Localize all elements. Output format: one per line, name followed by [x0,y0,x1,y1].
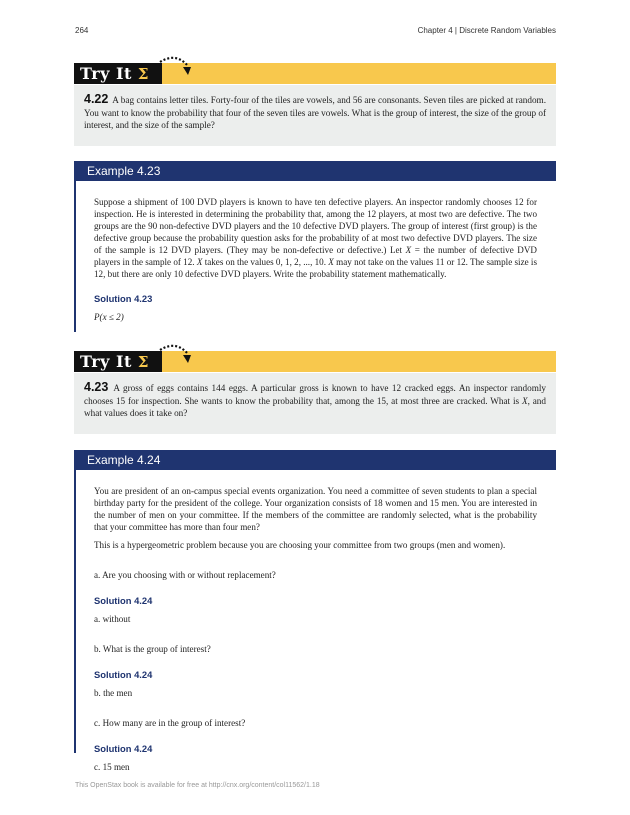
part-question: a. Are you choosing with or without replacement? [94,570,276,580]
tryit-label [74,351,162,372]
exercise-number: 4.22 [84,92,109,106]
solution-title: Solution 4.23 [94,293,153,304]
solution-text: c. 15 men [94,762,130,772]
tryit-label-text: Try It [80,64,132,83]
solution-title: Solution 4.24 [94,595,153,606]
page-number: 264 [75,26,89,35]
tryit-exercise-box: 4.23 A gross of eggs contains 144 eggs. A particular gross is known to have 12 cracked eggs. An inspector randomly chooses 15 for inspection. She wants to know the probability that, among the 15, at most three are cracked. What is X, and what values does it take on? [74,373,556,434]
exercise-number: 4.23 [84,380,109,394]
example-body [94,196,537,329]
chapter-title: Chapter 4 | Discrete Random Variables [417,26,556,35]
dotted-arrow-icon [158,54,194,82]
tryit-exercise-box [74,85,556,146]
footer: This OpenStax book is available for free at http://cnx.org/content/col11562/1.18 [75,782,320,789]
sigma-icon: Σ [137,65,150,83]
solution-title: Solution 4.24 [94,669,153,680]
part-question: c. How many are in the group of interest? [94,718,246,728]
solution-text: P(x ≤ 2) [94,312,124,322]
dotted-arrow-icon [158,342,194,370]
example-banner: Example 4.23 [74,161,556,181]
solution-title: Solution 4.24 [94,743,153,754]
exercise-text: A bag contains letter tiles. Forty-four of the tiles are vowels, and 56 are consonants. Seven tiles are picked at random. You want to know the probability that four of the seven tiles are vowels. What is the group of interest, the size of the group of interest, and the size of the sample? [84,95,547,130]
sigma-icon: Σ [137,353,150,371]
solution-text: b. the men [94,688,133,698]
tryit-label [74,63,162,84]
example-problem: Suppose a shipment of 100 DVD players is known to have ten defective players. An inspector randomly chooses 12 for inspection. He is interested in determining the probability that, among the 12 players, at most two are defective. The two groups are the 90 non-defective DVD players and the 10 defective DVD players. The group of interest (first group) is the defective group because the probability question asks for the probability of at most two defective DVD players. The size of the sample is 12 DVD players. (They may be non-defective or defective.) Let X = the number of defective DVD players in the sample of 12. X takes on the values 0, 1, 2, ..., 10. X may not take on the values 11 or 12. The sample size is 12, but there are only 10 defective DVD players. Write the probability statement mathematically. [94,197,538,279]
example-problem: You are president of an on-campus special events organization. You need a committee of seven students to plan a special birthday party for the president of the college. Your organization consists of 18 women and 15 men. You are interested in the number of men on your committee. If the members of the committee are randomly selected, what is the probability that your committee has more than four men? [94,486,537,532]
part-question: b. What is the group of interest? [94,644,211,654]
example-note: This is a hypergeometric problem because you are choosing your committee from two groups (men and women). [94,540,506,550]
example-banner: Example 4.24 [74,450,556,470]
example-rule [74,181,76,332]
example-rule [74,470,76,753]
solution-text: a. without [94,614,131,624]
example-body [94,485,537,779]
tryit-label-text: Try It [80,352,132,371]
